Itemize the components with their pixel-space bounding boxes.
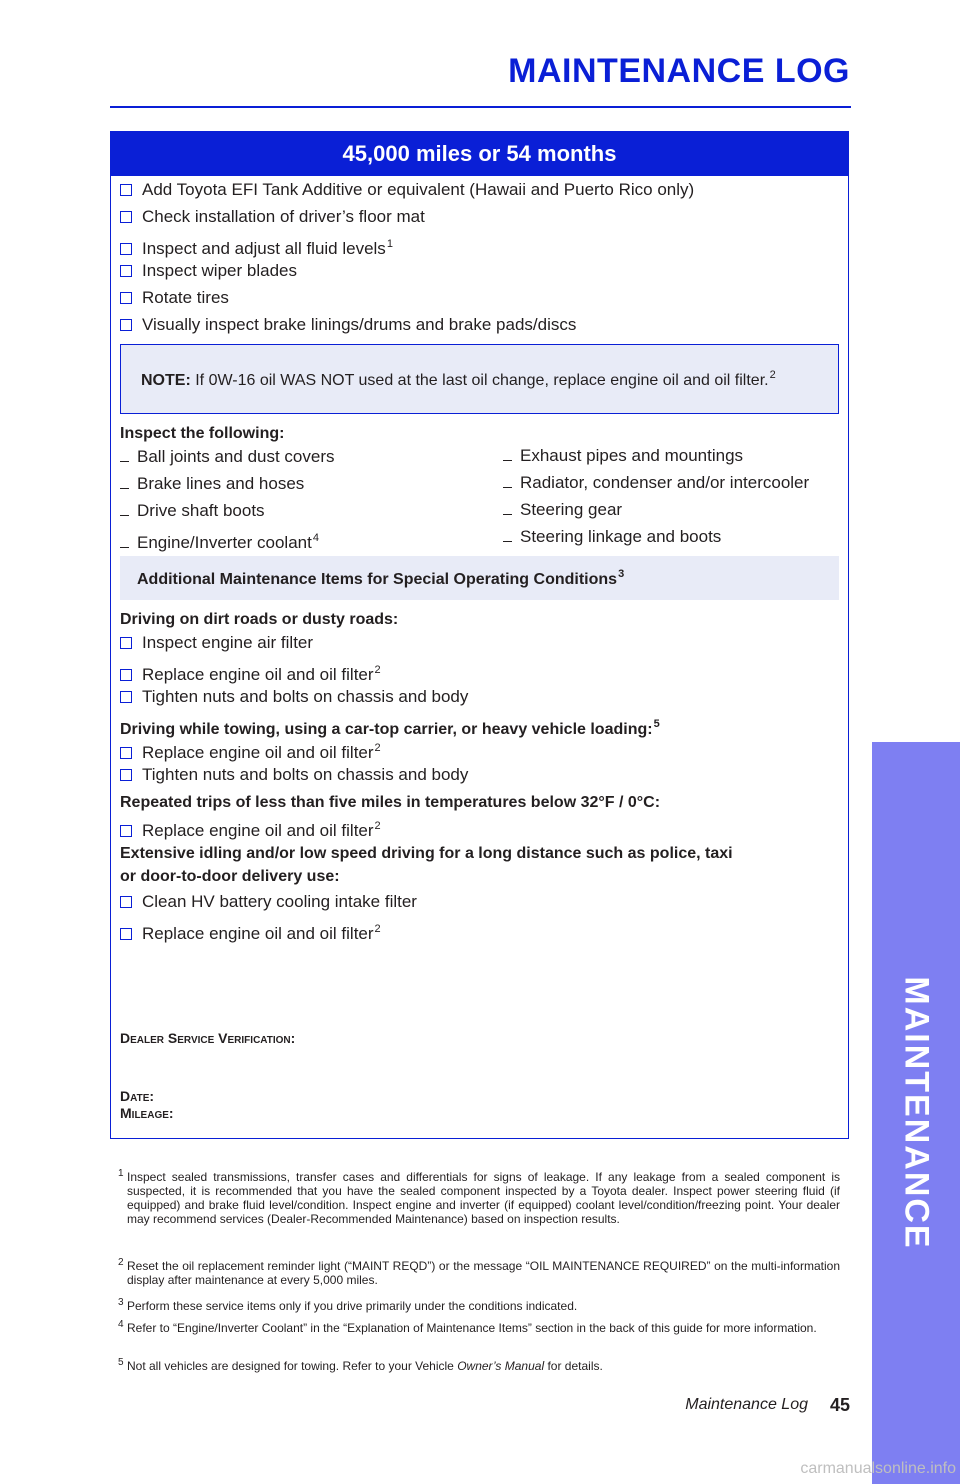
footnote-number: 1 [118, 1168, 124, 1179]
inspect-item [120, 528, 319, 553]
checklist-item [120, 288, 229, 308]
footnote-number: 3 [118, 1297, 124, 1308]
footnote-text-main: Not all vehicles are designed for towing. Refer to your Vehicle [127, 1359, 454, 1373]
checklist-item-label: Inspect wiper blades [142, 261, 297, 280]
checkbox[interactable] [120, 747, 132, 759]
condition-heading [120, 714, 660, 740]
footnote-ref: 2 [769, 369, 776, 381]
checklist-item [120, 261, 297, 281]
checklist-item [120, 765, 468, 785]
checkbox[interactable] [120, 769, 132, 781]
footnote-ref: 5 [653, 718, 660, 730]
checkbox[interactable] [120, 184, 132, 196]
additional-maintenance-label: Additional Maintenance Items for Special Operating Conditions [137, 571, 618, 588]
checkbox[interactable] [120, 669, 132, 681]
checkbox[interactable] [120, 928, 132, 940]
checklist-item [120, 207, 425, 227]
inspect-item-label: Radiator, condenser and/or intercooler [520, 473, 810, 492]
inspect-item-label: Brake lines and hoses [137, 474, 305, 493]
checklist-item [120, 633, 313, 653]
footnote-ref: 2 [374, 742, 381, 754]
inspect-item-label: Steering linkage and boots [520, 527, 722, 546]
additional-maintenance-band [120, 556, 839, 600]
checklist-item-label: Tighten nuts and bolts on chassis and body [142, 687, 469, 706]
note-body: If 0W-16 oil WAS NOT used at the last oil change, replace engine oil and oil filter. [195, 372, 769, 389]
inspect-item [120, 501, 265, 521]
dash-mark [503, 460, 512, 461]
footnote-text: Perform these service items only if you drive primarily under the conditions indicated. [127, 1299, 578, 1313]
note-box [120, 344, 839, 414]
checkbox[interactable] [120, 319, 132, 331]
checkbox[interactable] [120, 292, 132, 304]
checkbox[interactable] [120, 637, 132, 649]
footnote-text [118, 1359, 840, 1373]
footnote-ref: 4 [312, 532, 319, 544]
footnote-ref: 3 [618, 568, 625, 580]
checklist-item-label: Check installation of driver’s floor mat [142, 207, 425, 226]
checklist-item [120, 234, 393, 259]
condition-heading-continued: or door-to-door delivery use: [120, 868, 340, 885]
checklist-item-label: Replace engine oil and oil filter [142, 743, 374, 762]
interval-header: 45,000 miles or 54 months [111, 132, 848, 176]
footnote-text: Reset the oil replacement reminder light (“MAINT REQD”) or the message “OIL MAINTENANCE REQUIRED” on the multi-information display after maintenance at every 5,000 miles. [127, 1259, 840, 1287]
footnote [118, 1259, 840, 1287]
manual-title: Owner’s Manual [457, 1359, 545, 1373]
footnote-text: Inspect sealed transmissions, transfer cases and differentials for signs of leakage. If any leakage from a sealed component is suspected, it is recommended that you have the sealed component inspected by a Toyota dealer. Inspect power steering fluid (if equipped) and brake fluid level/condition. Inspect engine and inverter (if equipped) coolant level/condition/freezing point. Your dealer may recommend services (Dealer-Recommended Maintenance) based on inspection results. [127, 1170, 840, 1226]
mileage-label: Mileage: [120, 1105, 174, 1121]
footnote-ref: 2 [374, 664, 381, 676]
footnote-ref: 2 [374, 820, 381, 832]
checklist-item-label: Add Toyota EFI Tank Additive or equivalent (Hawaii and Puerto Rico only) [142, 180, 695, 199]
checklist-item [120, 816, 381, 841]
maintenance-log-box [110, 131, 849, 1139]
dash-mark [503, 514, 512, 515]
footnote-ref: 1 [386, 238, 393, 250]
checklist-item [120, 660, 381, 685]
inspect-item [503, 527, 721, 547]
watermark: carmanualsonline.info [800, 1460, 956, 1477]
dash-mark [503, 487, 512, 488]
checklist-item-label: Clean HV battery cooling intake filter [142, 892, 417, 911]
date-label: Date: [120, 1088, 155, 1104]
checklist-item [120, 738, 381, 763]
note-label: NOTE: [141, 372, 191, 389]
checklist-item [120, 892, 417, 912]
checklist-item [120, 315, 576, 335]
page-title: MAINTENANCE LOG [508, 52, 850, 90]
footnote-number: 4 [118, 1319, 124, 1330]
footnote [118, 1359, 840, 1373]
checklist-item [120, 180, 694, 200]
dash-mark [120, 488, 129, 489]
title-rule [110, 106, 851, 108]
inspect-item-label: Exhaust pipes and mountings [520, 446, 744, 465]
checkbox[interactable] [120, 211, 132, 223]
inspect-item [120, 447, 335, 467]
inspect-item [503, 446, 743, 466]
checkbox[interactable] [120, 896, 132, 908]
condition-heading-label: Driving while towing, using a car-top carrier, or heavy vehicle loading: [120, 721, 653, 738]
inspect-item-label: Steering gear [520, 500, 623, 519]
checklist-item-label: Replace engine oil and oil filter [142, 821, 374, 840]
footnote-number: 5 [118, 1357, 124, 1368]
footnote [118, 1321, 840, 1335]
footer-section-label: Maintenance Log [685, 1396, 808, 1413]
condition-heading: Extensive idling and/or low speed driving for a long distance such as police, taxi [120, 845, 733, 862]
page-number: 45 [829, 1395, 850, 1415]
inspect-item [503, 473, 809, 493]
dash-mark [120, 461, 129, 462]
checkbox[interactable] [120, 825, 132, 837]
checklist-item-label: Visually inspect brake linings/drums and brake pads/discs [142, 315, 577, 334]
footnote [118, 1299, 840, 1313]
checklist-item [120, 687, 468, 707]
condition-heading: Repeated trips of less than five miles in temperatures below 32°F / 0°C: [120, 794, 661, 811]
checklist-item-label: Rotate tires [142, 288, 229, 307]
section-side-tab [872, 742, 960, 1484]
checklist-item-label: Inspect engine air filter [142, 633, 314, 652]
inspect-heading: Inspect the following: [120, 425, 285, 442]
inspect-item-label: Engine/Inverter coolant [137, 533, 312, 552]
checklist-item [120, 919, 381, 944]
additional-maintenance-heading [137, 568, 624, 589]
inspect-item [503, 500, 622, 520]
footnote-ref: 2 [374, 923, 381, 935]
inspect-item-label: Ball joints and dust covers [137, 447, 335, 466]
footnote-text-tail: for details. [544, 1359, 603, 1373]
checklist-item-label: Replace engine oil and oil filter [142, 924, 374, 943]
inspect-item [120, 474, 304, 494]
footnote-text: Refer to “Engine/Inverter Coolant” in the “Explanation of Maintenance Items” section in the back of this guide for more information. [127, 1321, 817, 1335]
dealer-verification-label: Dealer Service Verification: [120, 1030, 296, 1046]
footnote [118, 1170, 840, 1226]
checklist-item-label: Inspect and adjust all fluid levels [142, 239, 386, 258]
side-tab-label: MAINTENANCE [897, 976, 936, 1250]
dash-mark [503, 541, 512, 542]
inspect-item-label: Drive shaft boots [137, 501, 265, 520]
footnote-number: 2 [118, 1257, 124, 1268]
checkbox[interactable] [120, 243, 132, 255]
checkbox[interactable] [120, 691, 132, 703]
checkbox[interactable] [120, 265, 132, 277]
checklist-item-label: Tighten nuts and bolts on chassis and body [142, 765, 469, 784]
dash-mark [120, 515, 129, 516]
dash-mark [120, 547, 129, 548]
note-text [141, 369, 776, 390]
condition-heading: Driving on dirt roads or dusty roads: [120, 611, 399, 628]
checklist-item-label: Replace engine oil and oil filter [142, 665, 374, 684]
